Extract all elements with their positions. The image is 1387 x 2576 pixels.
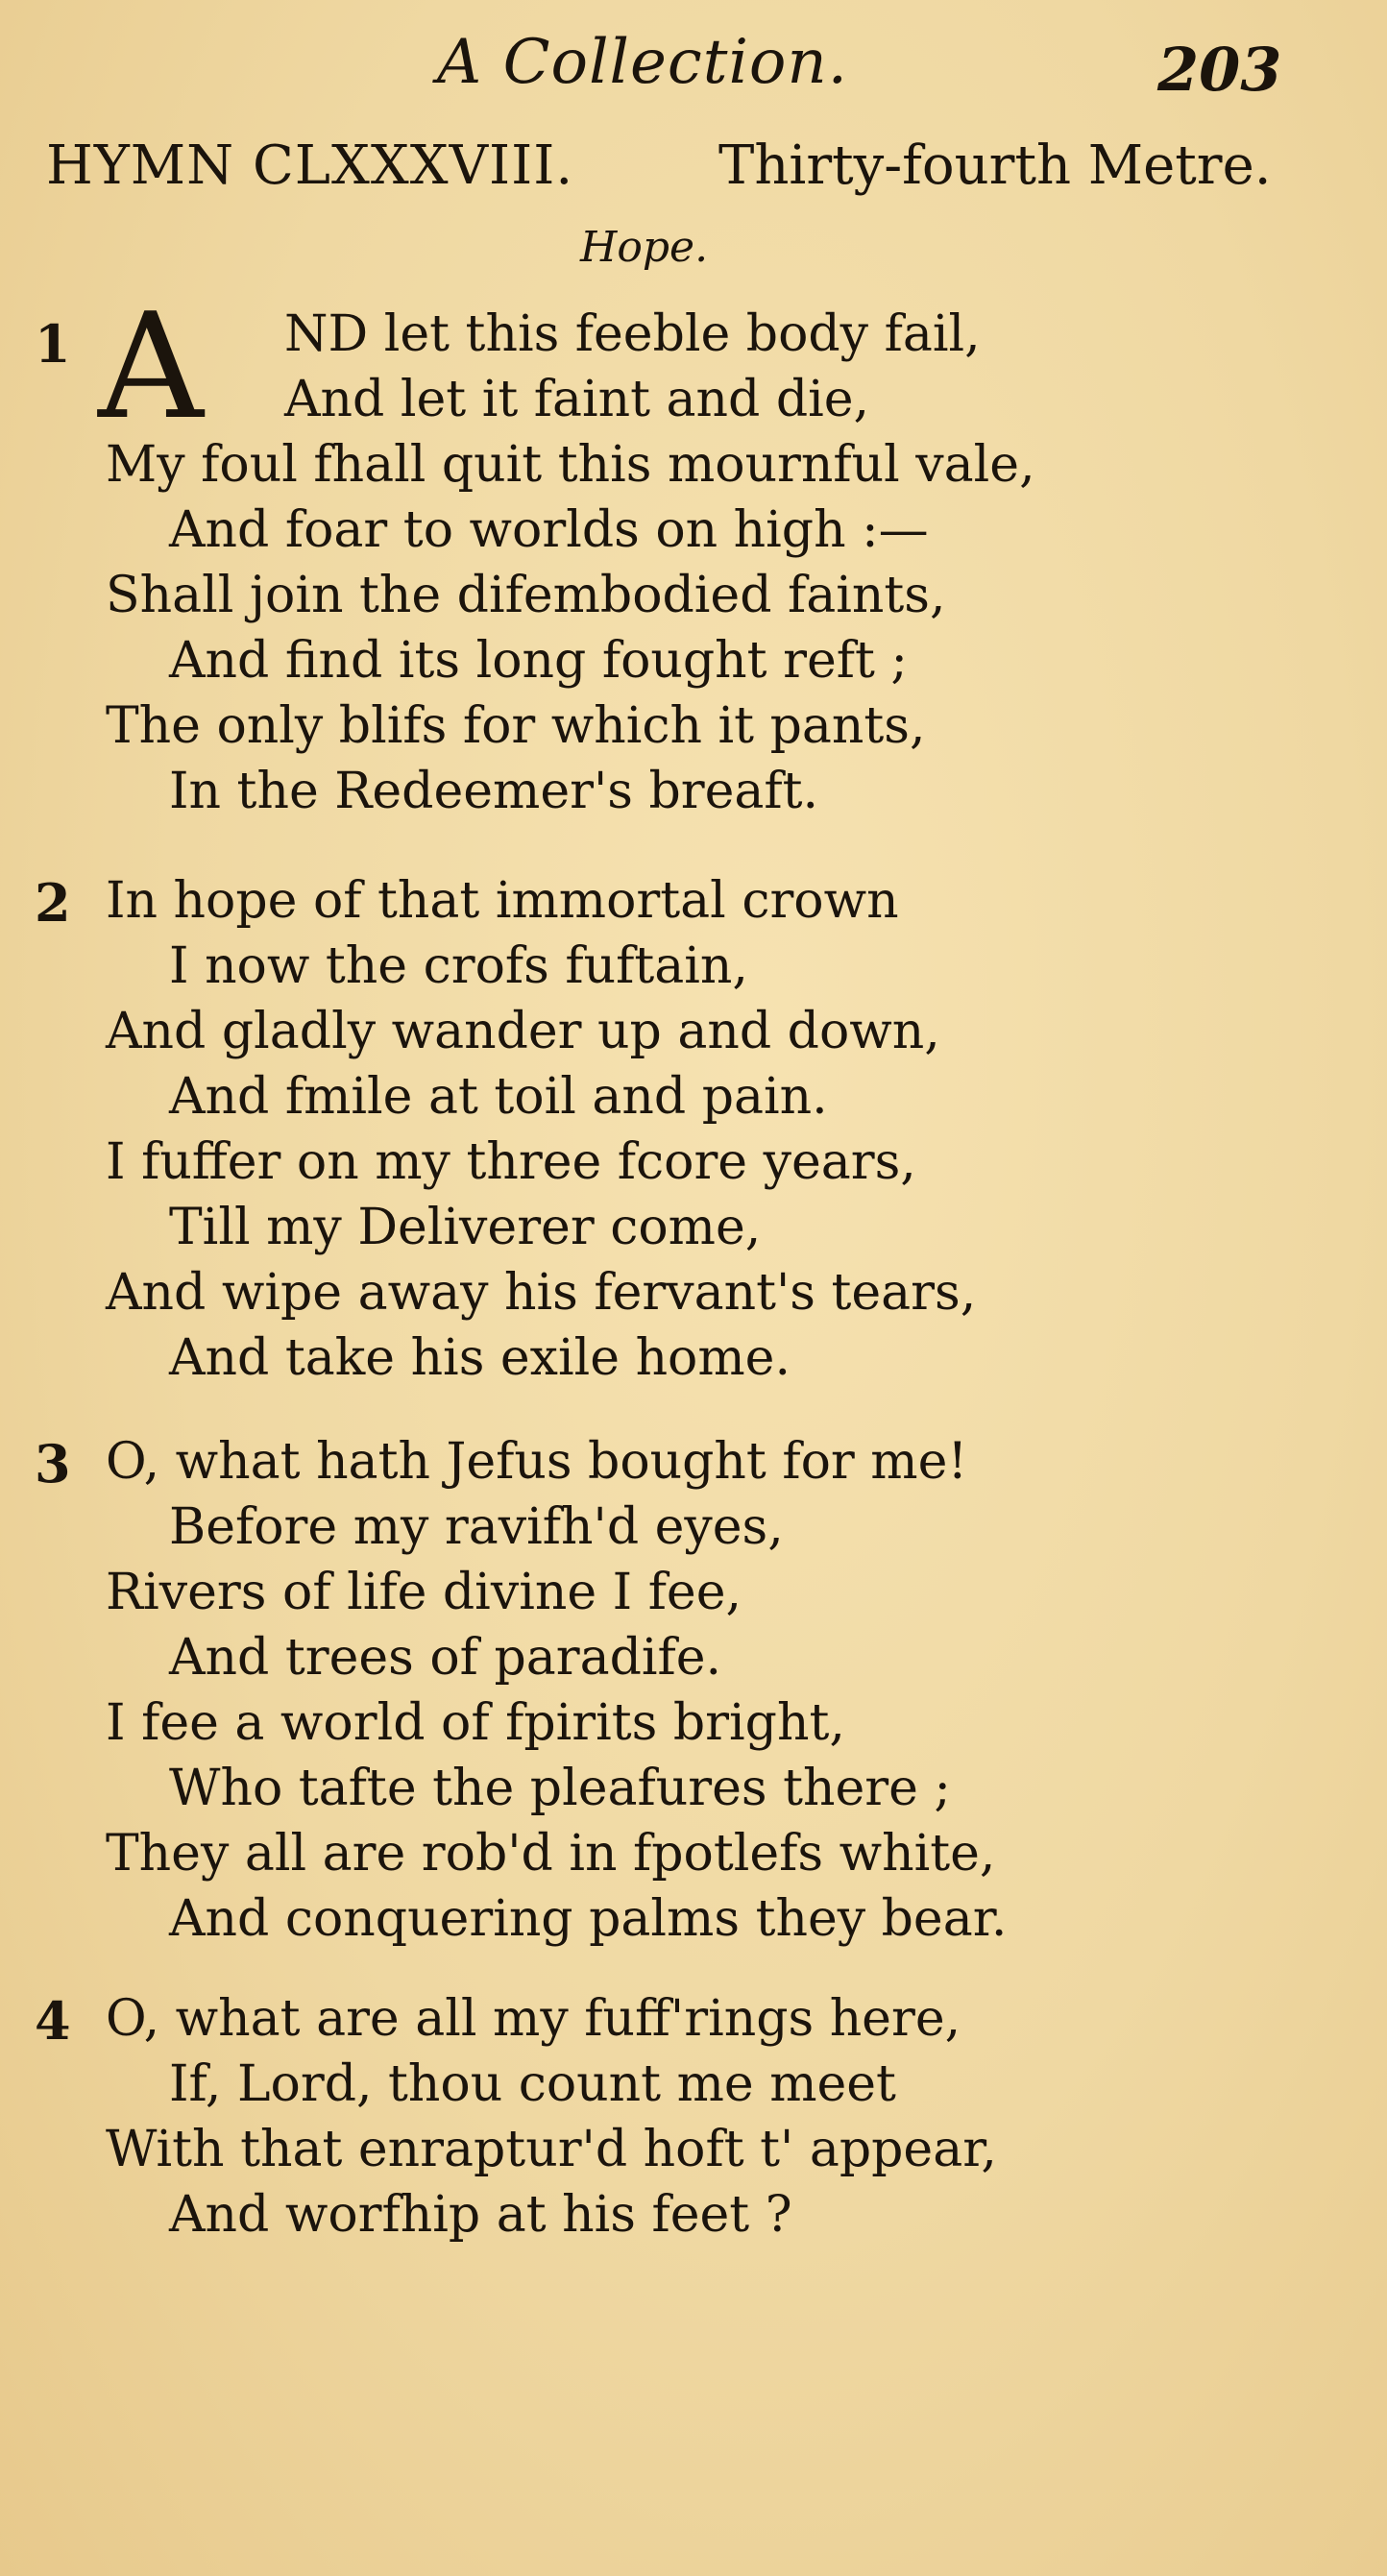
stanza-line: In hope of that immortal crown <box>106 872 899 930</box>
stanza-line: And gladly wander up and down, <box>106 1003 940 1060</box>
drop-cap: A <box>98 281 204 451</box>
stanza-number: 3 <box>35 1433 71 1495</box>
stanza-line: And trees of paradife. <box>169 1629 722 1687</box>
stanza-line: And fmile at toil and pain. <box>169 1068 828 1126</box>
stanza-line: And worfhip at his feet ? <box>169 2186 792 2244</box>
stanza-line: And wipe away his fervant's tears, <box>106 1264 977 1322</box>
stanza-line: Before my ravifh'd eyes, <box>169 1498 784 1556</box>
hymn-number: HYMN CLXXXVIII. <box>46 134 574 197</box>
stanza-line: And take his exile home. <box>169 1329 791 1387</box>
running-header: A Collection. <box>437 27 848 98</box>
stanza-line: Rivers of life divine I fee, <box>106 1564 742 1621</box>
stanza-number: 2 <box>35 872 71 934</box>
stanza-line: If, Lord, thou count me meet <box>169 2055 896 2113</box>
stanza-line: I now the crofs fuftain, <box>169 937 748 995</box>
hymn-subtitle: Hope. <box>580 223 709 272</box>
stanza-number: 4 <box>35 1990 71 2052</box>
page-number: 203 <box>1157 35 1282 105</box>
stanza-line: The only blifs for which it pants, <box>106 697 926 755</box>
stanza-line: And conquering palms they bear. <box>169 1890 1008 1948</box>
stanza-line: O, what hath Jefus bought for me! <box>106 1433 968 1491</box>
stanza-line: With that enraptur'd hoft t' appear, <box>106 2121 997 2178</box>
stanza-line: Shall join the difembodied faints, <box>106 567 946 624</box>
stanza-line: O, what are all my fuff'rings here, <box>106 1990 961 2048</box>
stanza-line: My foul fhall quit this mournful vale, <box>106 436 1035 494</box>
stanza-line: They all are rob'd in fpotlefs white, <box>106 1825 996 1883</box>
stanza-line: Till my Deliverer come, <box>169 1199 762 1256</box>
stanza-line: I fee a world of fpirits bright, <box>106 1694 845 1752</box>
stanza-line: Who tafte the pleafures there ; <box>169 1760 951 1817</box>
stanza-number: 1 <box>35 313 71 375</box>
stanza-line: And find its long fought reft ; <box>169 632 908 690</box>
stanza-line: I fuffer on my three fcore years, <box>106 1133 916 1191</box>
hymn-heading <box>46 134 1352 197</box>
stanza-line: ND let this feeble body fail, <box>284 305 981 363</box>
stanza-line: And foar to worlds on high :— <box>169 501 929 559</box>
stanza-line: In the Redeemer's breaft. <box>169 763 819 820</box>
stanza-line: And let it faint and die, <box>284 371 870 428</box>
hymn-metre: Thirty-fourth Metre. <box>718 134 1272 197</box>
